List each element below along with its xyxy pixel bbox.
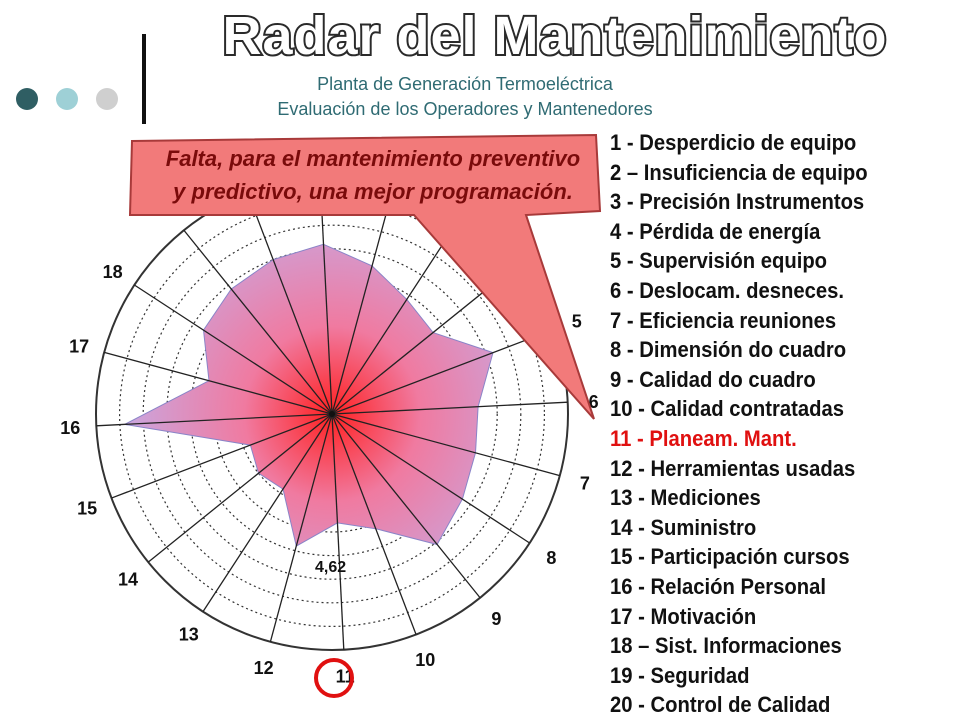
legend-item: 2 – Insuficiencia de equipo [610,159,868,185]
legend-item: 3 - Precisión Instrumentos [610,189,865,215]
callout-line-2: y predictivo, una mejor programación. [173,179,573,204]
legend-item: 15 - Participación cursos [610,544,850,570]
radar-spoke-label: 12 [253,657,274,678]
legend-item: 14 - Suministro [610,514,757,540]
legend-item: 16 - Relación Personal [610,573,826,599]
radar-spoke-label: 14 [117,569,139,590]
radar-spoke-label: 17 [69,336,90,357]
legend-item: 9 - Calidad do cuadro [610,366,816,392]
legend-item: 19 - Seguridad [610,662,750,688]
legend-item: 1 - Desperdicio de equipo [610,130,857,155]
legend-item: 11 - Planeam. Mant. [610,425,797,451]
subtitle-line-1: Planta de Generación Termoeléctrica [317,74,613,94]
radar-spoke-label: 18 [102,261,123,282]
legend-item: 5 - Supervisión equipo [610,248,828,274]
radar-spoke-label: 7 [579,473,590,494]
page-title: Radar del Mantenimiento [222,6,888,66]
legend [610,128,890,720]
legend-item: 8 - Dimensión do cuadro [610,337,847,363]
radar-spoke-label: 8 [546,548,557,569]
radar-spoke-label: 16 [60,418,81,439]
legend-item: 10 - Calidad contratadas [610,396,844,422]
highlight-circle [314,658,354,698]
legend-item: 13 - Mediciones [610,485,761,511]
callout-line-1: Falta, para el mantenimiento preventivo [165,146,581,171]
legend-item: 6 - Deslocam. desneces. [610,277,845,303]
legend-item: 18 – Sist. Informaciones [610,633,842,659]
radar-spoke-label: 15 [77,498,98,519]
callout-text [148,142,598,208]
radar-spoke-label: 5 [571,311,582,332]
radar-spoke-label: 10 [415,649,436,670]
legend-item: 4 - Pérdida de energía [610,218,821,244]
radar-spoke-label: 13 [178,624,199,645]
legend-item: 7 - Eficiencia reuniones [610,307,837,333]
radar-spoke-label: 6 [588,391,599,412]
subtitle-line-2: Evaluación de los Operadores y Mantenedores [277,99,653,119]
legend-item: 17 - Motivación [610,603,757,629]
radar-value-annotation: 4,62 [315,559,347,576]
legend-item: 12 - Herramientas usadas [610,455,856,481]
radar-spoke-label: 9 [491,609,502,630]
radar-spoke-label: 11 [335,666,355,687]
legend-item: 20 - Control de Calidad [610,692,831,718]
